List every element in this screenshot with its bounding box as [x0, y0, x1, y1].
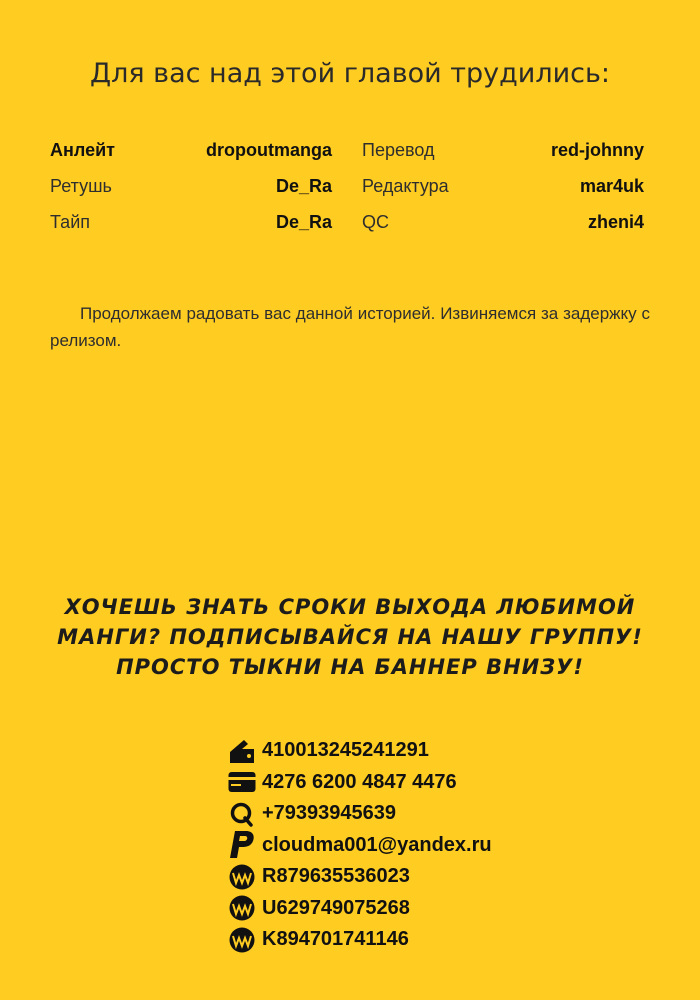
release-message: Продолжаем радовать вас данной историей. Извиняемся за задержку с релизом.	[50, 304, 650, 350]
webmoney-icon	[228, 925, 258, 955]
credit-role: Перевод	[362, 139, 435, 160]
promo-line: ПРОСТО ТЫКНИ НА БАННЕР ВНИЗУ!	[116, 655, 584, 679]
credit-role: Ретушь	[50, 175, 112, 196]
credit-row	[50, 132, 644, 168]
credit-name: De_Ra	[275, 175, 332, 196]
donation-value[interactable]: 410013245241291	[262, 739, 429, 762]
donation-item	[228, 767, 492, 799]
credits-table	[50, 132, 644, 240]
credit-entry	[50, 176, 332, 197]
donation-item	[228, 798, 492, 830]
credit-entry	[50, 212, 332, 233]
page-title: Для вас над этой главой трудились:	[90, 58, 610, 89]
donation-value[interactable]: R879635536023	[262, 865, 410, 888]
credit-role: Редактура	[362, 175, 449, 196]
donation-value[interactable]: cloudma001@yandex.ru	[262, 833, 492, 856]
donation-item	[228, 893, 492, 925]
credit-name: De_Ra	[275, 211, 332, 232]
donation-value[interactable]: K894701741146	[262, 928, 409, 951]
donation-item	[228, 861, 492, 893]
yandex-money-icon	[228, 736, 258, 766]
donation-item	[228, 924, 492, 956]
credit-entry	[50, 140, 332, 161]
paypal-icon	[228, 830, 258, 860]
credit-row	[50, 168, 644, 204]
donation-item	[228, 830, 492, 862]
credit-role: Тайп	[50, 211, 90, 232]
credit-name: zheni4	[587, 211, 644, 232]
donation-value[interactable]: 4276 6200 4847 4476	[262, 770, 457, 793]
credit-name: dropoutmanga	[206, 139, 332, 160]
webmoney-icon	[228, 862, 258, 892]
donation-value[interactable]: +79393945639	[262, 802, 397, 825]
promo-line: МАНГИ? ПОДПИСЫВАЙСЯ НА НАШУ ГРУППУ!	[57, 625, 643, 649]
promo-line: ХОЧЕШЬ ЗНАТЬ СРОКИ ВЫХОДА ЛЮБИМОЙ	[64, 595, 636, 619]
credit-entry	[362, 212, 644, 233]
promo-text	[40, 592, 660, 682]
webmoney-icon	[228, 893, 258, 923]
qiwi-icon	[228, 799, 258, 829]
credit-role: QC	[362, 211, 389, 232]
bank-card-icon	[228, 767, 258, 797]
credit-entry	[362, 140, 644, 161]
donation-value[interactable]: U629749075268	[262, 896, 410, 919]
donation-item	[228, 735, 492, 767]
credit-entry	[362, 176, 644, 197]
donation-list	[228, 735, 492, 956]
credit-name: mar4uk	[579, 175, 644, 196]
credit-role: Анлейт	[50, 139, 115, 160]
credit-name: red-johnny	[551, 139, 644, 160]
credit-row	[50, 204, 644, 240]
